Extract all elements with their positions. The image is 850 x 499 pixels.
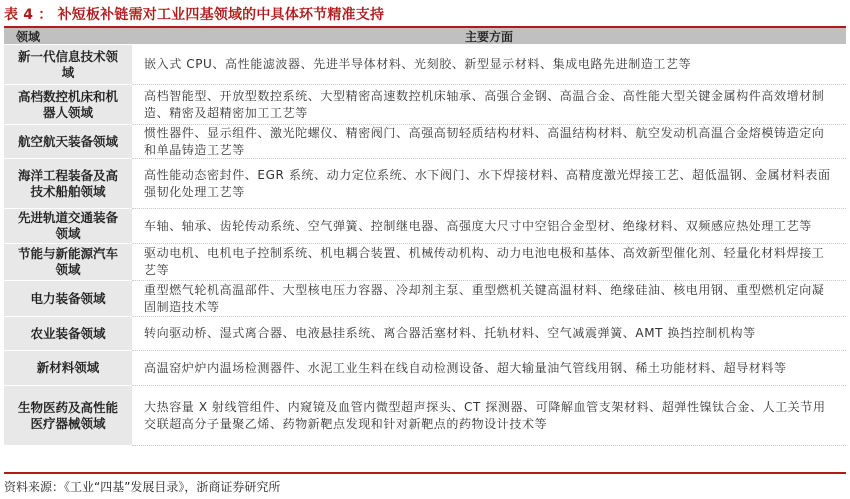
table-row-domain: 新材料领域 — [4, 351, 132, 386]
table-row-content: 高性能动态密封件、EGR 系统、动力定位系统、水下阀门、水下焊接材料、高精度激光焊接工艺、超低温钢、金属材料表面强韧化处理工艺等 — [132, 159, 846, 209]
table-row-domain: 电力装备领域 — [4, 281, 132, 317]
table-row-domain: 新一代信息技术领域 — [4, 45, 132, 85]
table-row-domain: 农业装备领域 — [4, 317, 132, 351]
data-table — [4, 26, 846, 474]
table-row-domain: 航空航天装备领域 — [4, 125, 132, 159]
table-row-content: 嵌入式 CPU、高性能滤波器、先进半导体材料、光刻胶、新型显示材料、集成电路先进制造工艺等 — [132, 45, 846, 85]
table-row-content: 驱动电机、电机电子控制系统、机电耦合装置、机械传动机构、动力电池电极和基体、高效新型催化剂、轻量化材料焊接工艺等 — [132, 244, 846, 281]
table-row-content: 高档智能型、开放型数控系统、大型精密高速数控机床轴承、高强合金钢、高温合金、高性能大型关键金属构件高效增材制造、精密及超精密加工工艺等 — [132, 85, 846, 125]
table-row-domain: 海洋工程装备及高技术船舶领域 — [4, 159, 132, 209]
table-row-content: 高温窑炉炉内温场检测器件、水泥工业生料在线自动检测设备、超大输量油气管线用钢、稀土功能材料、超导材料等 — [132, 351, 846, 386]
table-row-content: 重型燃气轮机高温部件、大型核电压力容器、冷却剂主泵、重型燃机关键高温材料、绝缘硅油、核电用钢、重型燃机定向凝固制造技术等 — [132, 281, 846, 317]
table-row-domain: 节能与新能源汽车领域 — [4, 244, 132, 281]
table-row-content: 惯性器件、显示组件、激光陀螺仪、精密阀门、高强高韧轻质结构材料、高温结构材料、航空发动机高温合金熔模铸造定向和单晶铸造工艺等 — [132, 125, 846, 159]
table-title: 表 4 ： 补短板补链需对工业四基领域的中具体环节精准支持 — [4, 7, 385, 23]
table-row-domain: 生物医药及高性能医疗器械领域 — [4, 386, 132, 446]
table-row-domain: 高档数控机床和机器人领域 — [4, 85, 132, 125]
header-domain: 领域 — [4, 28, 132, 45]
table-row-content: 车轴、轴承、齿轮传动系统、空气弹簧、控制继电器、高强度大尺寸中空铝合金型材、绝缘材料、双频感应热处理工艺等 — [132, 209, 846, 244]
table-row-content: 转向驱动桥、湿式离合器、电液悬挂系统、离合器活塞材料、托轨材料、空气减震弹簧、AMT 换挡控制机构等 — [132, 317, 846, 351]
header-content: 主要方面 — [132, 28, 846, 45]
table-row-content: 大热容量 X 射线管组件、内窥镜及血管内微型超声探头、CT 探测器、可降解血管支架材料、超弹性镍钛合金、人工关节用交联超高分子量聚乙烯、药物新靶点发现和针对新靶点的药物设计技术等 — [132, 386, 846, 446]
table-row-domain: 先进轨道交通装备领域 — [4, 209, 132, 244]
source-note: 资料来源：《工业“四基”发展目录》，浙商证券研究所 — [4, 480, 281, 494]
